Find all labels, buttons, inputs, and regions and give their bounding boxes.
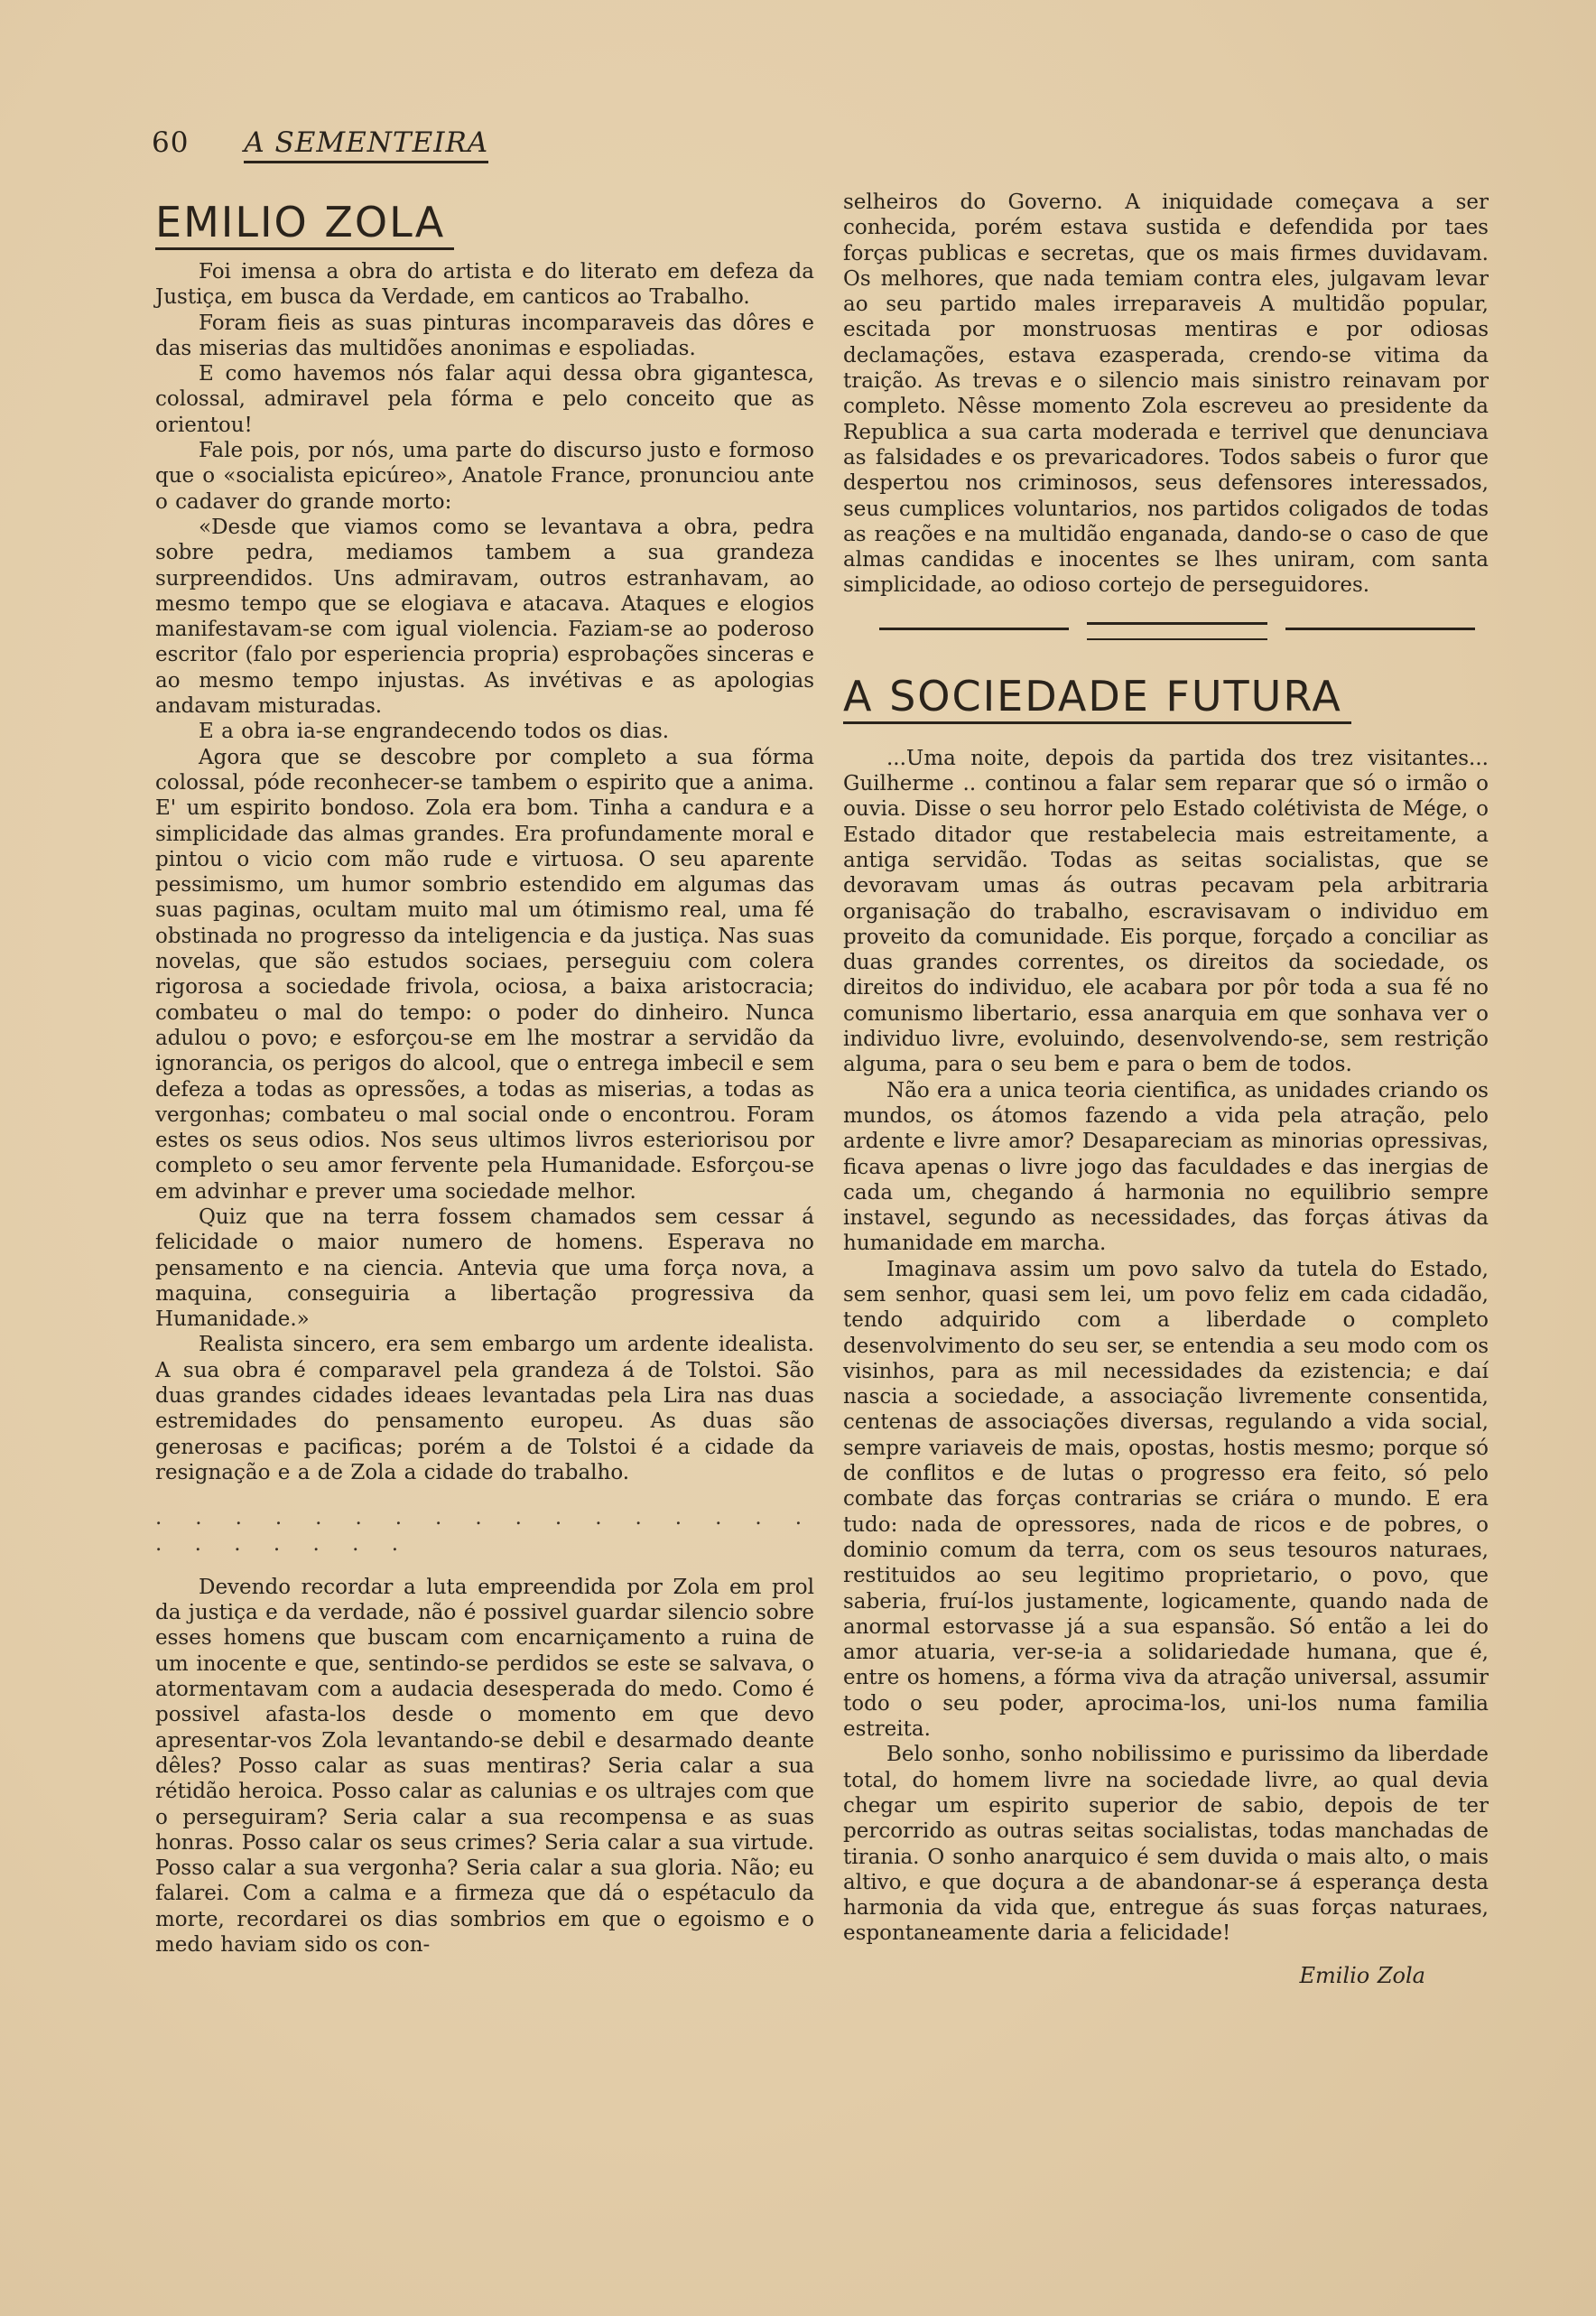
article-paragraph: Imaginava assim um povo salvo da tutela do Estado, sem senhor, quasi sem lei, um povo feliz em cada cidadão, tendo adquirido com a liberdade o completo desenvolvimento do seu ser, se entendia a seu modo com os visinhos, para as mil necessidades da ezistencia; e daí nascia a sociedade, a associação livremente consentida, centenas de associações diversas, regulando a vida social, sempre variaveis de mais, opostas, hostis mesmo; porque só de conflitos e de lutas o progresso era feito, só pelo combate das forças contrarias se criára o mundo. E era tudo: nada de opressores, nada de ricos e de pobres, o dominio comum da terra, com os seus tesouros naturaes, restituidos ao seu legitimo proprietario, o povo, que saberia, fruí-los justamente, logicamente, quando nada de anormal estorvasse já a sua espansão. Só então a lei do amor atuaria, ver-se-ia a solidariedade humana, que é, entre os homens, a fórma viva da atração universal, assumir todo o seu poder, aprocima-los, uni-los numa familia estreita.: [843, 1257, 1489, 1742]
dotted-separator: . . . . . . . . . . . . . . . . . . . . . . . .: [155, 1506, 814, 1556]
publication-title: A SEMENTEIRA: [244, 126, 488, 163]
separator-line: [1087, 638, 1267, 640]
article-paragraph: E como havemos nós falar aqui dessa obra gigantesca, colossal, admiravel pela fórma e pelo conceito que as orientou!: [155, 362, 814, 437]
page-number: 60: [152, 126, 190, 159]
separator-line: [1285, 628, 1475, 630]
separator-line: [1087, 622, 1267, 625]
section-separator: [843, 619, 1489, 655]
article-paragraph: Fale pois, por nós, uma parte do discurso justo e formoso que o «socialista epicúreo», Anatole France, pronunciou ante o cadaver do grande morto:: [155, 439, 814, 514]
page-header: [152, 126, 488, 159]
article-title-zola: EMILIO ZOLA: [155, 197, 454, 250]
article-paragraph: Quiz que na terra fossem chamados sem cessar á felicidade o maior numero de homens. Esperava no pensamento e na ciencia. Antevia que uma força nova, a maquina, conseguiria a libertação progressiva da Humanidade.»: [155, 1205, 814, 1332]
left-column: [155, 197, 814, 1958]
article-paragraph: Belo sonho, sonho nobilissimo e purissimo da liberdade total, do homem livre na sociedade livre, ao qual devia chegar um espirito superior de sabio, depois de ter percorrido as outras seitas socialistas, todas manchadas de tirania. O sonho anarquico é sem duvida o mais alto, o mais altivo, e que doçura a de abandonar-se á esperança desta harmonia da vida que, entregue ás suas forças naturaes, espontaneamente daria a felicidade!: [843, 1743, 1489, 1946]
article-paragraph-continued: Devendo recordar a luta empreendida por Zola em prol da justiça e da verdade, não é possivel guardar silencio sobre esses homens que buscam com encarniçamento a ruina de um inocente e que, sentindo-se perdidos se este se salvava, o atormentavam com a audacia desesperada do medo. Como é possivel afasta-los desde o momento em que devo apresentar-vos Zola levantando-se debil e desarmado deante dêles? Posso calar as suas mentiras? Seria calar a sua rétidão heroica. Posso calar as calunias e os ultrajes com que o perseguiram? Seria calar a sua recompensa e as suas honras. Posso calar os seus crimes? Seria calar a sua virtude. Posso calar a sua vergonha? Seria calar a sua gloria. Não; eu falarei. Com a calma e a firmeza que dá o espétaculo da morte, recordarei os dias sombrios em que o egoismo e o medo haviam sido os con-: [155, 1575, 814, 1957]
article-paragraph: «Desde que viamos como se levantava a obra, pedra sobre pedra, mediamos tambem a sua grandeza surpreendidos. Uns admiravam, outros estranhavam, ao mesmo tempo que se elogiava e atacava. Ataques e elogios manifestavam-se com igual violencia. Faziam-se ao poderoso escritor (falo por esperiencia propria) esprobações sinceras e ao mesmo tempo injustas. As invétivas e as apologias andavam misturadas.: [155, 515, 814, 719]
right-column: [843, 190, 1489, 1988]
author-signature: Emilio Zola: [1299, 1962, 1425, 1988]
article-title-sociedade: A SOCIEDADE FUTURA: [843, 671, 1351, 724]
article-paragraph-continuation: selheiros do Governo. A iniquidade começava a ser conhecida, porém estava sustida e defendida por taes forças publicas e secretas, que os mais firmes duvidavam. Os melhores, que nada temiam contra eles, julgavam levar ao seu partido males irreparaveis A multidão popular, escitada por monstruosas mentiras e por odiosas declamações, estava ezasperada, crendo-se vitima da traição. As trevas e o silencio mais sinistro reinavam por completo. Nêsse momento Zola escreveu ao presidente da Republica a sua carta moderada e terrivel que denunciava as falsidades e os prevaricadores. Todos sabeis o furor que despertou nos criminosos, seus defensores interessados, seus cumplices voluntarios, nos partidos coligados de todas as reações e na multidão enganada, dando-se o caso de que almas candidas e inocentes se lhes uniram, com santa simplicidade, ao odioso cortejo de perseguidores.: [843, 191, 1489, 598]
separator-line: [879, 628, 1069, 630]
article-paragraph: Não era a unica teoria cientifica, as unidades criando os mundos, os átomos fazendo a vida pela atração, pelo ardente e livre amor? Desapareciam as minorias opressivas, ficava apenas o livre jogo das faculdades e das inergias de cada um, chegando á harmonia no equilibrio sempre instavel, segundo as necessidades, das forças átivas da humanidade em marcha.: [843, 1078, 1489, 1256]
article-paragraph: ...Uma noite, depois da partida dos trez visitantes... Guilherme .. continou a falar sem reparar que só o irmão o ouvia. Disse o seu horror pelo Estado colétivista de Mége, o Estado ditador que restabelecia mais estreitamente, a antiga servidão. Todas as seitas socialistas, que se devoravam umas ás outras pecavam pela arbitraria organisação do trabalho, escravisavam o individuo em proveito da comunidade. Eis porque, forçado a conciliar as duas grandes correntes, os direitos da sociedade, os direitos do individuo, ele acabara por pôr toda a sua fé no comunismo libertario, essa anarquia em que sonhava ver o individuo livre, evoluindo, desenvolvendo-se, sem restrição alguma, para o seu bem e para o bem de todos.: [843, 746, 1489, 1077]
article-paragraph: Agora que se descobre por completo a sua fórma colossal, póde reconhecer-se tambem o espirito que a anima. E' um espirito bondoso. Zola era bom. Tinha a candura e a simplicidade das almas grandes. Era profundamente moral e pintou o vicio com mão rude e virtuosa. O seu aparente pessimismo, um humor sombrio estendido em algumas das suas paginas, ocultam muito mal um ótimismo real, uma fé obstinada no progresso da inteligencia e da justiça. Nas suas novelas, que são estudos sociaes, perseguiu com colera rigorosa a sociedade frivola, ociosa, a baixa aristocracia; combateu o mal do tempo: o poder do dinheiro. Nunca adulou o povo; e esforçou-se em lhe mostrar a servidão da ignorancia, os perigos do alcool, que o entrega imbecil e sem defeza a todas as opressões, a todas as miserias, a todas as vergonhas; combateu o mal social onde o encontrou. Foram estes os seus odios. Nos seus ultimos livros esteriorisou por completo o seu amor fervente pela Humanidade. Esforçou-se em advinhar e prever uma sociedade melhor.: [155, 745, 814, 1204]
article-paragraph: E a obra ia-se engrandecendo todos os dias.: [199, 720, 670, 744]
article-paragraph: Foram fieis as suas pinturas incomparaveis das dôres e das miserias das multidões anonimas e espoliadas.: [155, 311, 814, 360]
article-paragraph: Foi imensa a obra do artista e do literato em defeza da Justiça, em busca da Verdade, em canticos ao Trabalho.: [155, 260, 814, 310]
article-paragraph: Realista sincero, era sem embargo um ardente idealista. A sua obra é comparavel pela grandeza á de Tolstoi. São duas grandes cidades ideaes levantadas pela Lira nas duas estremidades do pensamento europeu. As duas são generosas e pacificas; porém a de Tolstoi é a cidade da resignação e a de Zola a cidade do trabalho.: [155, 1333, 814, 1484]
